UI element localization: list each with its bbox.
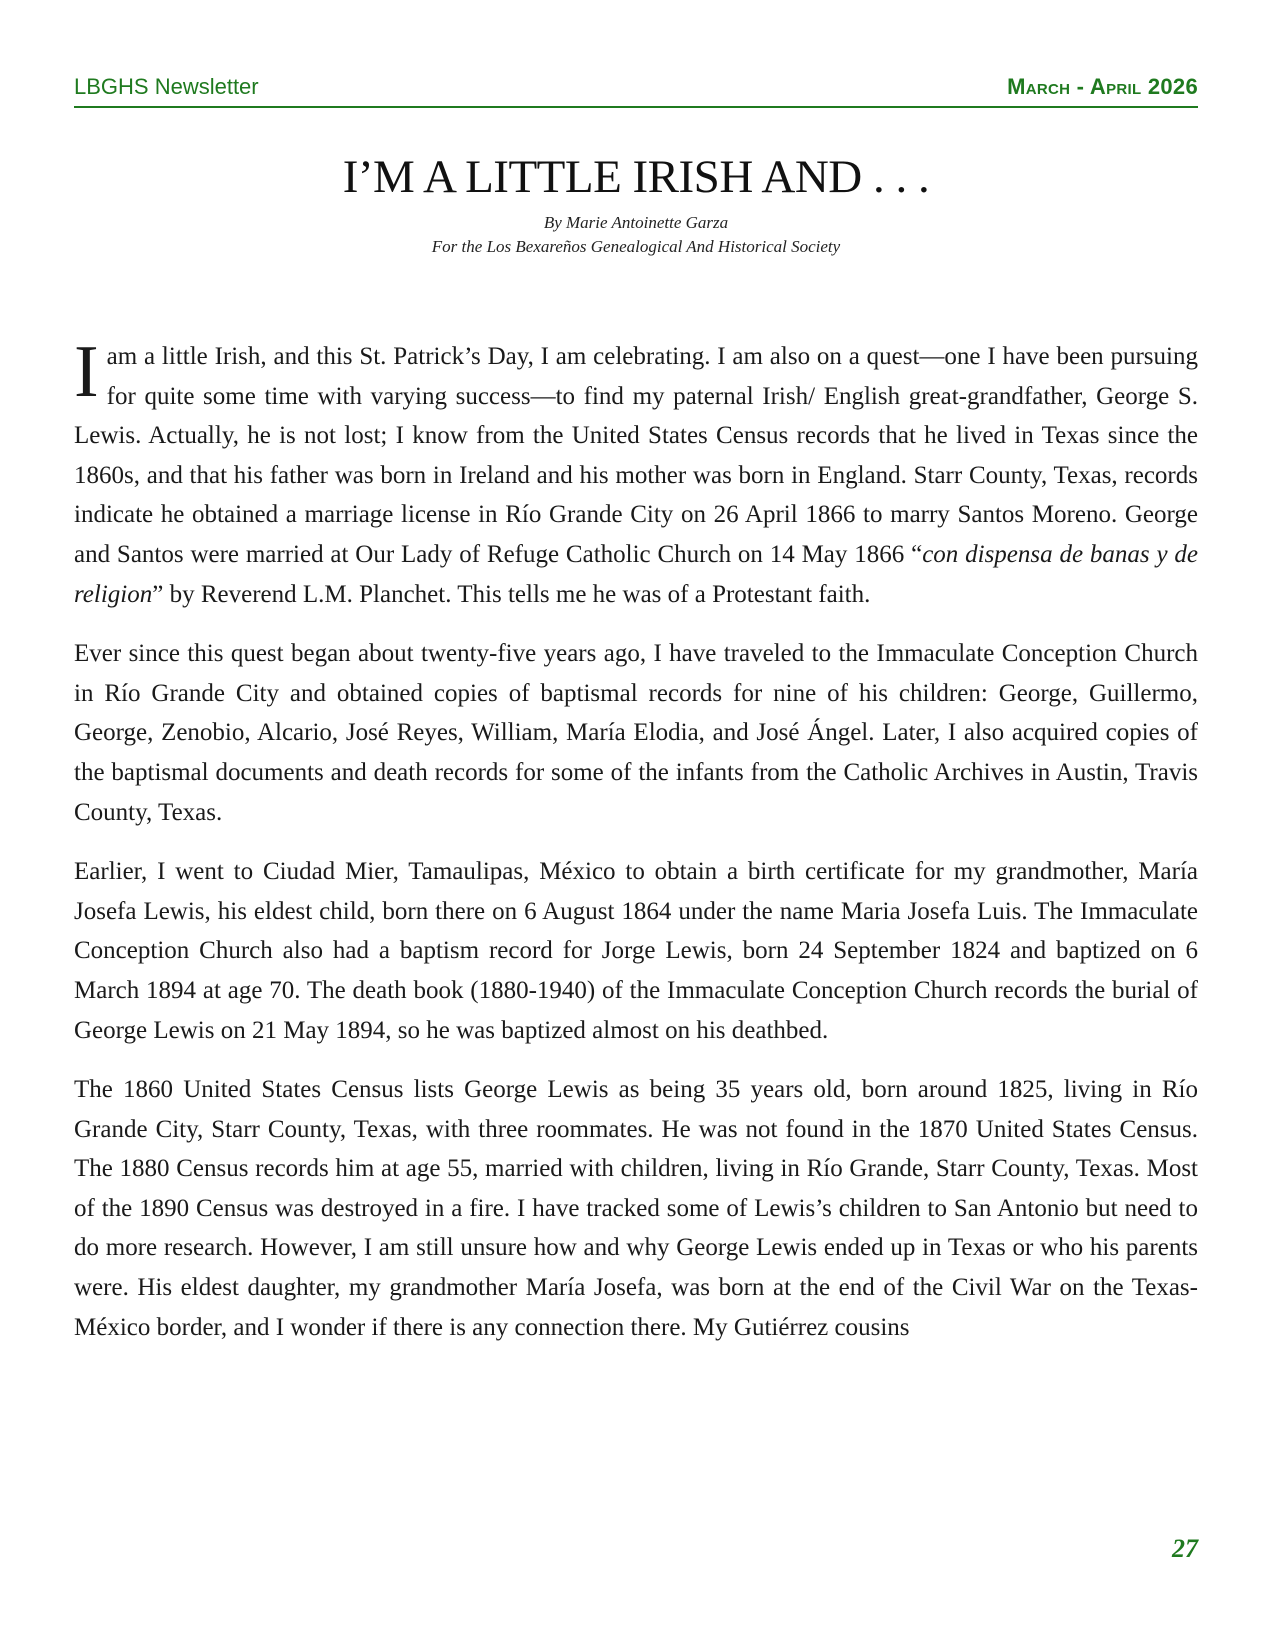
- article-title: I’M A LITTLE IRISH AND . . .: [342, 151, 930, 203]
- paragraph-4: The 1860 United States Census lists George Lewis as being 35 years old, born around 1825, living in Río Grande City, Starr County, Texas, with three roommates. He was not found in the 1870 United States Census. The 1880 Census records him at age 55, married with children, living in Río Grande, Starr County, Texas. Most of the 1890 Census was destroyed in a fire. I have tracked some of Lewis’s children to San Antonio but need to do more research. However, I am still unsure how and why George Lewis ended up in Texas or who his parents were. His eldest daughter, my grandmother María Josefa, was born at the end of the Civil War on the Texas-México border, and I wonder if there is any connection there. My Gutiérrez cousins: [74, 1076, 1198, 1341]
- newsletter-name: LBGHS Newsletter: [74, 74, 259, 99]
- byline-author: By Marie Antoinette Garza: [543, 213, 729, 232]
- article-body: [74, 331, 1198, 1367]
- paragraph-1-text-a: am a little Irish, and this St. Patrick’s Day, I am celebrating. I am also on a quest—one I have been pursuing for quite some time with varying success—to find my paternal Irish/ English great-grandfather, George S. Lewis. Actually, he is not lost; I know from the United States Census records that he lived in Texas since the 1860s, and that his father was born in Ireland and his mother was born in England. Starr County, Texas, records indicate he obtained a marriage license in Río Grande City on 26 April 1866 to marry Santos Moreno. George and Santos were married at Our Lady of Refuge Catholic Church on 14 May 1866 “: [74, 343, 1198, 568]
- issue-date: March - April 2026: [1007, 74, 1198, 99]
- article-byline: [74, 211, 1198, 259]
- paragraph-1: [74, 331, 1198, 614]
- page-header: [74, 72, 1198, 108]
- drop-cap: I: [74, 331, 99, 413]
- paragraph-3: Earlier, I went to Ciudad Mier, Tamaulipas, México to obtain a birth certificate for my grandmother, María Josefa Lewis, his eldest child, born there on 6 August 1864 under the name Maria Josefa Luis. The Immaculate Conception Church also had a baptism record for Jorge Lewis, born 24 September 1824 and baptized on 6 March 1894 at age 70. The death book (1880-1940) of the Immaculate Conception Church records the burial of George Lewis on 21 May 1894, so he was baptized almost on his deathbed.: [74, 858, 1198, 1044]
- paragraph-1-text-b: ” by Reverend L.M. Planchet. This tells me he was of a Protestant faith.: [152, 580, 871, 608]
- paragraph-1-italic-phrase: con dispensa de banas y de religion: [74, 540, 1198, 608]
- page-number: 27: [1172, 1534, 1198, 1563]
- byline-organization: For the Los Bexareños Genealogical And Historical Society: [431, 237, 841, 256]
- paragraph-2: Ever since this quest began about twenty-five years ago, I have traveled to the Immaculate Conception Church in Río Grande City and obtained copies of baptismal records for nine of his children: George, Guillermo, George, Zenobio, Alcario, José Reyes, William, María Elodia, and José Ángel. Later, I also acquired copies of the baptismal documents and death records for some of the infants from the Catholic Archives in Austin, Travis County, Texas.: [74, 640, 1198, 826]
